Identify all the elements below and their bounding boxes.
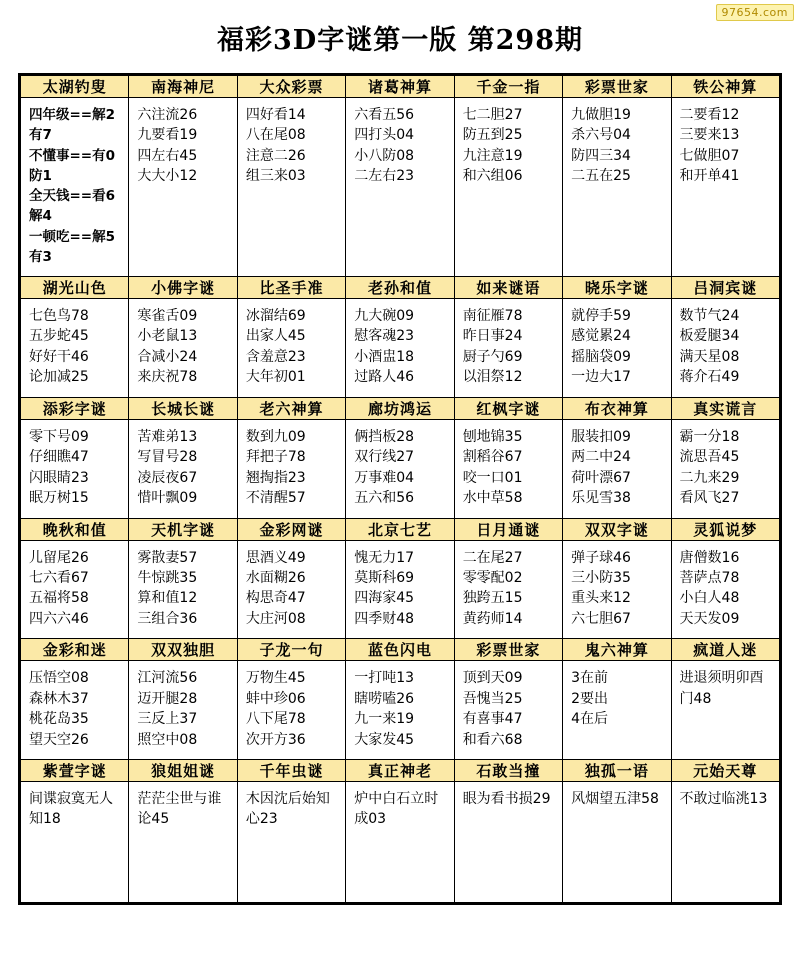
- riddle-line: 来庆祝78: [137, 369, 198, 386]
- watermark-label: 97654.com: [716, 4, 794, 21]
- riddle-cell: [671, 419, 779, 518]
- riddle-cell: [454, 299, 562, 398]
- riddle-line: 进退须明卯酉门48: [679, 670, 764, 707]
- riddle-cell-content: [563, 420, 670, 518]
- column-header: 长城长谜: [129, 397, 237, 419]
- riddle-line: 七色鸟78: [29, 308, 89, 324]
- riddle-cell-content: [129, 661, 236, 759]
- riddle-line: 照空中08: [137, 731, 198, 748]
- riddle-line: 双行线27: [354, 449, 415, 466]
- riddle-cell: [563, 540, 671, 639]
- riddle-table: [20, 75, 780, 903]
- riddle-cell-content: [455, 299, 562, 397]
- riddle-line: 四六六46: [29, 610, 89, 627]
- column-header: 大众彩票: [237, 76, 345, 98]
- riddle-cell: [129, 661, 237, 760]
- riddle-line: 眠万树15: [29, 490, 89, 507]
- riddle-line: 七做胆07: [679, 147, 740, 164]
- riddle-line: 好好干46: [29, 348, 89, 365]
- riddle-line: 两二中24: [571, 449, 631, 466]
- column-header: 小佛字谜: [129, 277, 237, 299]
- column-header: 子龙一句: [237, 639, 345, 661]
- riddle-line: 眼为看书损29: [462, 791, 551, 807]
- column-header: 老六神算: [237, 397, 345, 419]
- riddle-line: 霸一分18: [679, 428, 740, 445]
- riddle-cell-content: [455, 541, 562, 639]
- riddle-line: 一边大17: [571, 369, 631, 386]
- column-header: 北京七艺: [346, 518, 454, 540]
- riddle-cell: [671, 299, 779, 398]
- riddle-line: 零零配02: [462, 569, 523, 586]
- riddle-line: 不清醒57: [245, 490, 306, 507]
- column-header: 日月通谜: [454, 518, 562, 540]
- riddle-cell-content: [672, 661, 779, 747]
- riddle-line: 构思奇47: [245, 590, 306, 607]
- riddle-cell-content: [238, 98, 345, 196]
- riddle-cell-content: [672, 299, 779, 397]
- riddle-cell-content: [455, 661, 562, 759]
- riddle-line: 雾散妻57: [137, 549, 198, 566]
- riddle-cell-content: [21, 782, 128, 868]
- riddle-line: 六七胆67: [571, 610, 631, 627]
- column-header: 铁公神算: [671, 76, 779, 98]
- column-header: 湖光山色: [21, 277, 129, 299]
- riddle-line: 出家人45: [245, 328, 306, 345]
- riddle-line: 吾愧当25: [462, 690, 523, 707]
- riddle-line: 万物生45: [245, 670, 306, 687]
- riddle-line: 迈开腿28: [137, 690, 198, 707]
- column-header: 廊坊鸿运: [346, 397, 454, 419]
- riddle-line: 昨日事24: [462, 328, 523, 345]
- riddle-line: 五步蛇45: [29, 328, 89, 345]
- riddle-cell-content: [455, 782, 562, 868]
- table-row: [21, 419, 780, 518]
- riddle-line: 不懂事==有0防1: [29, 147, 116, 184]
- riddle-cell: [346, 661, 454, 760]
- riddle-line: 一顿吃==解5有3: [29, 228, 116, 265]
- riddle-line: 唐僧数16: [679, 549, 740, 566]
- riddle-line: 仔细瞧47: [29, 449, 89, 466]
- header-row: [21, 397, 780, 419]
- riddle-line: 俩挡板28: [354, 428, 415, 445]
- riddle-cell-content: [346, 299, 453, 397]
- riddle-cell: [454, 540, 562, 639]
- column-header: 彩票世家: [563, 76, 671, 98]
- riddle-line: 小八防08: [354, 147, 415, 164]
- riddle-cell-content: [238, 420, 345, 518]
- riddle-line: 寒雀舌09: [137, 308, 198, 324]
- header-row: [21, 518, 780, 540]
- riddle-cell-content: [21, 541, 128, 639]
- riddle-cell-content: [346, 541, 453, 639]
- column-header: 金彩和迷: [21, 639, 129, 661]
- riddle-line: 惜叶飘09: [137, 490, 198, 507]
- column-header: 真实谎言: [671, 397, 779, 419]
- riddle-line: 二左右23: [354, 168, 415, 185]
- riddle-cell: [346, 782, 454, 903]
- riddle-cell-content: [346, 98, 453, 196]
- riddle-line: 炉中白石立时成03: [354, 791, 439, 828]
- riddle-line: 大大小12: [137, 168, 198, 185]
- riddle-cell-content: [21, 299, 128, 397]
- riddle-line: 刨地锦35: [462, 428, 523, 445]
- column-header: 千年虫谜: [237, 760, 345, 782]
- riddle-line: 南征雁78: [462, 308, 523, 324]
- column-header: 天机字谜: [129, 518, 237, 540]
- column-header: 南海神尼: [129, 76, 237, 98]
- riddle-line: 数到九09: [245, 428, 306, 445]
- riddle-line: 小酒盅18: [354, 348, 415, 365]
- riddle-table-body: [21, 76, 780, 903]
- table-row: [21, 782, 780, 903]
- riddle-line: 重头来12: [571, 590, 631, 607]
- riddle-line: 蒋介石49: [679, 369, 740, 386]
- riddle-line: 三要来13: [679, 127, 740, 144]
- header-row: [21, 760, 780, 782]
- riddle-line: 和看六68: [462, 731, 523, 748]
- riddle-line: 愧无力17: [354, 549, 415, 566]
- riddle-line: 儿留尾26: [29, 549, 89, 566]
- riddle-line: 四好看14: [245, 107, 306, 123]
- column-header: 真正神老: [346, 760, 454, 782]
- riddle-line: 厨子勺69: [462, 348, 523, 365]
- column-header: 金彩网谜: [237, 518, 345, 540]
- column-header: 老孙和值: [346, 277, 454, 299]
- riddle-cell-content: [21, 661, 128, 759]
- riddle-line: 三小防35: [571, 569, 631, 586]
- riddle-line: 压悟空08: [29, 670, 89, 687]
- riddle-line: 翘掏指23: [245, 469, 306, 486]
- riddle-line: 黄药师14: [462, 610, 523, 627]
- riddle-cell: [237, 419, 345, 518]
- riddle-cell-content: [346, 782, 453, 868]
- riddle-line: 流思吾45: [679, 449, 740, 466]
- riddle-cell: [671, 661, 779, 760]
- riddle-line: 二在尾27: [462, 549, 523, 566]
- riddle-cell-content: [129, 98, 236, 196]
- riddle-line: 不敢过临洮13: [679, 791, 768, 807]
- riddle-line: 八在尾08: [245, 127, 306, 144]
- riddle-cell: [671, 98, 779, 277]
- riddle-line: 四年级==解2有7: [29, 107, 116, 144]
- riddle-line: 拜把子78: [245, 449, 306, 466]
- column-header: 独孤一语: [563, 760, 671, 782]
- riddle-cell-content: [129, 541, 236, 639]
- riddle-cell: [21, 661, 129, 760]
- riddle-cell-content: [455, 420, 562, 518]
- riddle-cell: [237, 299, 345, 398]
- riddle-line: 二要看12: [679, 107, 740, 123]
- column-header: 石敢当撞: [454, 760, 562, 782]
- riddle-line: 八下尾78: [245, 711, 306, 728]
- riddle-line: 3在前: [571, 670, 609, 687]
- riddle-line: 九注意19: [462, 147, 523, 164]
- riddle-cell-content: [238, 299, 345, 397]
- riddle-line: 组三来03: [245, 168, 306, 185]
- riddle-cell-content: [672, 420, 779, 518]
- riddle-line: 五六和56: [354, 490, 415, 507]
- riddle-cell: [454, 419, 562, 518]
- riddle-line: 风烟望五津58: [571, 791, 659, 807]
- riddle-line: 零下号09: [29, 428, 89, 445]
- riddle-line: 七二胆27: [462, 107, 523, 123]
- riddle-cell-content: [672, 541, 779, 639]
- riddle-line: 菩萨点78: [679, 569, 740, 586]
- riddle-cell-content: [129, 420, 236, 518]
- riddle-cell: [454, 98, 562, 277]
- riddle-line: 过路人46: [354, 369, 415, 386]
- riddle-line: 大家发45: [354, 731, 415, 748]
- riddle-cell-content: [563, 782, 670, 868]
- riddle-cell: [21, 299, 129, 398]
- riddle-cell: [129, 98, 237, 277]
- riddle-line: 九大碗09: [354, 308, 415, 324]
- column-header: 太湖钓叟: [21, 76, 129, 98]
- riddle-cell: [237, 782, 345, 903]
- column-header: 元始天尊: [671, 760, 779, 782]
- riddle-cell: [671, 540, 779, 639]
- riddle-cell-content: [238, 541, 345, 639]
- riddle-line: 江河流56: [137, 670, 198, 687]
- table-row: [21, 661, 780, 760]
- riddle-line: 独跨五15: [462, 590, 523, 607]
- riddle-line: 2要出: [571, 690, 609, 707]
- riddle-line: 二九来29: [679, 469, 740, 486]
- riddle-cell: [129, 540, 237, 639]
- riddle-cell: [346, 540, 454, 639]
- riddle-line: 六注流26: [137, 107, 198, 123]
- column-header: 紫萱字谜: [21, 760, 129, 782]
- column-header: 吕洞宾谜: [671, 277, 779, 299]
- riddle-cell-content: [238, 661, 345, 759]
- riddle-line: 摇脑袋09: [571, 348, 631, 365]
- header-row: [21, 277, 780, 299]
- riddle-cell: [346, 98, 454, 277]
- riddle-line: 含羞意23: [245, 348, 306, 365]
- riddle-line: 森林木37: [29, 690, 89, 707]
- riddle-line: 六看五56: [354, 107, 415, 123]
- riddle-line: 弹子球46: [571, 549, 631, 566]
- riddle-cell-content: [21, 420, 128, 518]
- riddle-line: 杀六号04: [571, 127, 631, 144]
- riddle-cell: [454, 661, 562, 760]
- riddle-line: 数节气24: [679, 308, 740, 324]
- riddle-cell-content: [346, 420, 453, 518]
- riddle-line: 论加减25: [29, 369, 89, 386]
- riddle-cell: [21, 782, 129, 903]
- column-header: 红枫字谜: [454, 397, 562, 419]
- column-header: 晓乐字谜: [563, 277, 671, 299]
- riddle-line: 合减小24: [137, 348, 198, 365]
- riddle-line: 次开方36: [245, 731, 306, 748]
- riddle-grid: [18, 73, 782, 905]
- column-header: 如来谜语: [454, 277, 562, 299]
- riddle-line: 天天发09: [679, 610, 740, 627]
- column-header: 千金一指: [454, 76, 562, 98]
- riddle-line: 咬一口01: [462, 469, 523, 486]
- riddle-line: 板爱腿34: [679, 328, 740, 345]
- riddle-line: 凌辰夜67: [137, 469, 198, 486]
- riddle-cell: [129, 782, 237, 903]
- column-header: 比圣手准: [237, 277, 345, 299]
- column-header: 诸葛神算: [346, 76, 454, 98]
- header-row: [21, 76, 780, 98]
- riddle-cell: [346, 299, 454, 398]
- riddle-line: 以泪祭12: [462, 369, 523, 386]
- riddle-cell: [454, 782, 562, 903]
- table-row: [21, 98, 780, 277]
- riddle-line: 满天星08: [679, 348, 740, 365]
- riddle-line: 慰客魂23: [354, 328, 415, 345]
- riddle-line: 四打头04: [354, 127, 415, 144]
- column-header: 添彩字谜: [21, 397, 129, 419]
- riddle-cell-content: [455, 98, 562, 196]
- column-header: 狼姐姐谜: [129, 760, 237, 782]
- riddle-cell: [346, 419, 454, 518]
- riddle-line: 茫茫尘世与谁论45: [137, 791, 222, 828]
- riddle-line: 有喜事47: [462, 711, 523, 728]
- riddle-line: 和六组06: [462, 168, 523, 185]
- riddle-line: 大庄河08: [245, 610, 306, 627]
- riddle-line: 看风飞27: [679, 490, 740, 507]
- riddle-line: 荷叶漂67: [571, 469, 631, 486]
- riddle-cell: [21, 98, 129, 277]
- column-header: 鬼六神算: [563, 639, 671, 661]
- riddle-line: 算和值12: [137, 590, 198, 607]
- riddle-cell: [563, 299, 671, 398]
- riddle-cell: [21, 540, 129, 639]
- riddle-cell: [563, 419, 671, 518]
- riddle-line: 4在后: [571, 711, 609, 728]
- column-header: 灵狐说梦: [671, 518, 779, 540]
- riddle-cell: [21, 419, 129, 518]
- riddle-line: 七六看67: [29, 569, 89, 586]
- riddle-line: 割稻谷67: [462, 449, 523, 466]
- riddle-line: 思酒义49: [245, 549, 306, 566]
- riddle-cell-content: [129, 782, 236, 868]
- riddle-line: 瞎唠嗑26: [354, 690, 415, 707]
- riddle-line: 四左右45: [137, 147, 198, 164]
- riddle-cell-content: [563, 661, 670, 747]
- riddle-cell: [563, 661, 671, 760]
- riddle-line: 九做胆19: [571, 107, 631, 123]
- riddle-cell: [237, 540, 345, 639]
- riddle-line: 防五到25: [462, 127, 523, 144]
- riddle-line: 三组合36: [137, 610, 198, 627]
- riddle-line: 望天空26: [29, 731, 89, 748]
- riddle-line: 牛惊跳35: [137, 569, 198, 586]
- riddle-line: 感觉累24: [571, 328, 631, 345]
- column-header: 双双独胆: [129, 639, 237, 661]
- riddle-cell: [671, 782, 779, 903]
- riddle-line: 桃花岛35: [29, 711, 89, 728]
- riddle-cell: [129, 299, 237, 398]
- column-header: 布衣神算: [563, 397, 671, 419]
- page-title: 福彩3D字谜第一版 第298期: [217, 25, 583, 56]
- riddle-line: 小老鼠13: [137, 328, 198, 345]
- riddle-line: 小白人48: [679, 590, 740, 607]
- riddle-cell-content: [672, 782, 779, 868]
- riddle-line: 苦难弟13: [137, 428, 198, 445]
- column-header: 晚秋和值: [21, 518, 129, 540]
- riddle-line: 木因沈后始知心23: [245, 791, 330, 828]
- riddle-line: 一打吨13: [354, 670, 415, 687]
- riddle-line: 二五在25: [571, 168, 631, 185]
- column-header: 蓝色闪电: [346, 639, 454, 661]
- riddle-cell: [237, 661, 345, 760]
- riddle-cell-content: [129, 299, 236, 397]
- riddle-line: 四海家45: [354, 590, 415, 607]
- riddle-line: 九要看19: [137, 127, 198, 144]
- riddle-line: 和开单41: [679, 168, 740, 185]
- riddle-line: 服装扣09: [571, 428, 631, 445]
- riddle-cell-content: [563, 541, 670, 639]
- riddle-line: 写冒号28: [137, 449, 198, 466]
- riddle-line: 注意二26: [245, 147, 306, 164]
- riddle-cell: [563, 782, 671, 903]
- riddle-line: 间谍寂寞无人知18: [29, 791, 113, 828]
- riddle-cell-content: [563, 98, 670, 196]
- riddle-line: 全天钱==看6解4: [29, 188, 116, 225]
- riddle-cell-content: [346, 661, 453, 759]
- riddle-line: 三反上37: [137, 711, 198, 728]
- riddle-line: 水中草58: [462, 490, 523, 507]
- table-row: [21, 299, 780, 398]
- riddle-cell-content: [563, 299, 670, 397]
- riddle-line: 防四三34: [571, 147, 631, 164]
- riddle-cell: [563, 98, 671, 277]
- riddle-line: 蚌中珍06: [245, 690, 306, 707]
- riddle-line: 四季财48: [354, 610, 415, 627]
- column-header: 双双字谜: [563, 518, 671, 540]
- header-row: [21, 639, 780, 661]
- riddle-line: 五福将58: [29, 590, 89, 607]
- riddle-line: 大年初01: [245, 369, 306, 386]
- table-row: [21, 540, 780, 639]
- riddle-cell: [237, 98, 345, 277]
- riddle-line: 水面糊26: [245, 569, 306, 586]
- column-header: 彩票世家: [454, 639, 562, 661]
- riddle-cell: [129, 419, 237, 518]
- riddle-line: 乐见雪38: [571, 490, 631, 507]
- riddle-line: 九一来19: [354, 711, 415, 728]
- column-header: 疯道人迷: [671, 639, 779, 661]
- riddle-line: 顶到天09: [462, 670, 523, 687]
- riddle-cell-content: [238, 782, 345, 868]
- riddle-cell-content: [21, 98, 128, 276]
- riddle-line: 万事难04: [354, 469, 415, 486]
- riddle-line: 闪眼睛23: [29, 469, 89, 486]
- riddle-line: 就停手59: [571, 308, 631, 324]
- riddle-line: 莫斯科69: [354, 569, 415, 586]
- riddle-cell-content: [672, 98, 779, 196]
- riddle-line: 冰溜结69: [245, 308, 306, 324]
